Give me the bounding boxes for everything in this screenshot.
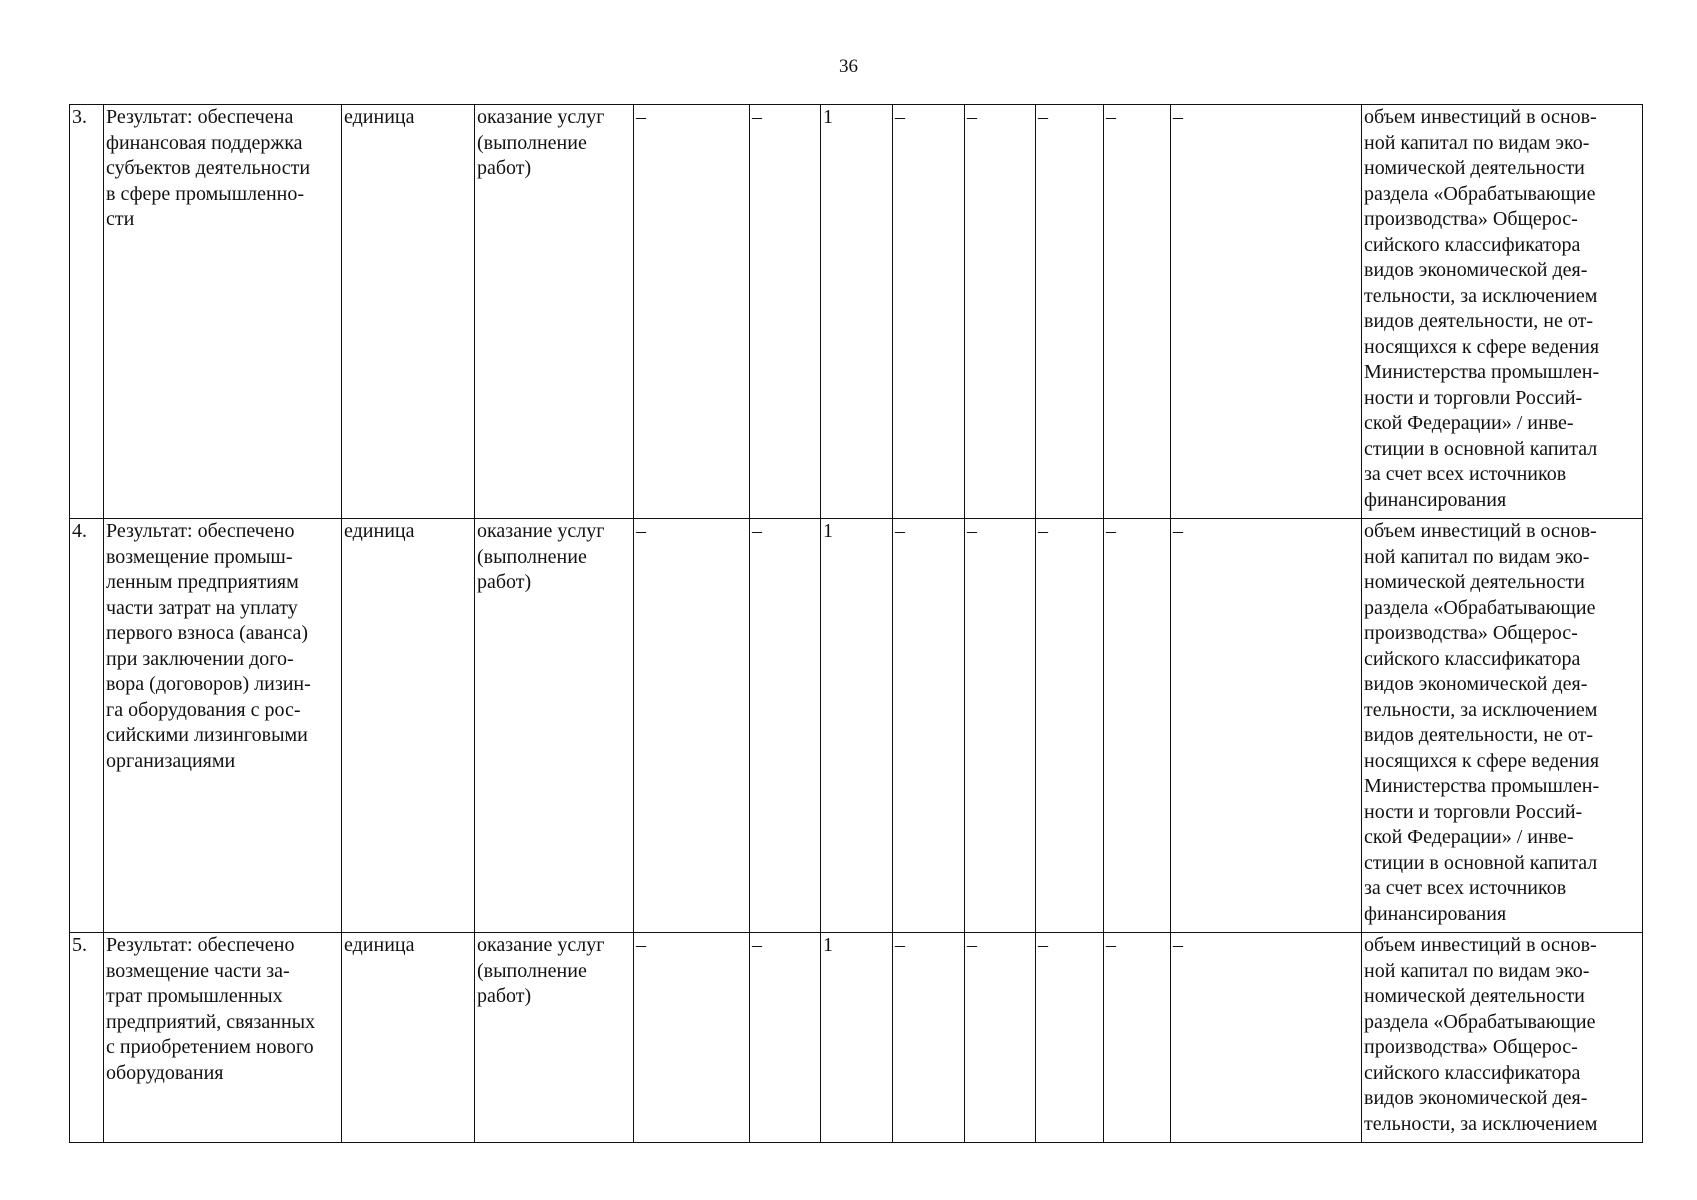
value-cell: – [1171, 519, 1362, 933]
row-number: 5. [70, 933, 104, 1143]
row-number: 4. [70, 519, 104, 933]
unit-cell: единица [342, 519, 475, 933]
value-cell: – [893, 105, 965, 519]
value-cell: – [893, 933, 965, 1143]
value-cell: – [750, 105, 821, 519]
indicator-note: объем инвестиций в основ- ной капитал по видам эко- номической деятельности раздела «Обрабатывающие производства» Общерос- сийского классификатора видов экономической дея- тельности, за исключением [1362, 933, 1643, 1143]
result-type-cell: оказание услуг (выполнение работ) [475, 105, 634, 519]
value-cell: – [1104, 933, 1171, 1143]
value-cell: – [965, 105, 1036, 519]
value-cell: – [1036, 933, 1104, 1143]
result-description: Результат: обеспечено возмещение промыш- ленным предприятиям части затрат на уплату первого взноса (аванса) при заключении дого- вора (договоров) лизин- га оборудования с рос- сийскими лизинговыми организациями [104, 519, 342, 933]
value-cell: – [1036, 105, 1104, 519]
value-cell: – [1171, 105, 1362, 519]
row-number: 3. [70, 105, 104, 519]
unit-cell: единица [342, 105, 475, 519]
results-table [69, 104, 1643, 1143]
value-cell: – [1036, 519, 1104, 933]
value-cell: – [893, 519, 965, 933]
indicator-note: объем инвестиций в основ- ной капитал по видам эко- номической деятельности раздела «Обрабатывающие производства» Общерос- сийского классификатора видов экономической дея- тельности, за исключением видов деятельности, не от- носящихся к сфере ведения Министерства промышлен- ности и торговли Россий- ской Федерации» / инве- стиции в основной капитал за счет всех источников финансирования [1362, 105, 1643, 519]
indicator-note: объем инвестиций в основ- ной капитал по видам эко- номической деятельности раздела «Обрабатывающие производства» Общерос- сийского классификатора видов экономической дея- тельности, за исключением видов деятельности, не от- носящихся к сфере ведения Министерства промышлен- ности и торговли Россий- ской Федерации» / инве- стиции в основной капитал за счет всех источников финансирования [1362, 519, 1643, 933]
result-description: Результат: обеспечено возмещение части за- трат промышленных предприятий, связанных с приобретением нового оборудования [104, 933, 342, 1143]
unit-cell: единица [342, 933, 475, 1143]
value-cell: – [965, 933, 1036, 1143]
value-cell: – [634, 933, 750, 1143]
value-cell: – [1104, 105, 1171, 519]
value-cell: – [750, 519, 821, 933]
value-cell: 1 [821, 105, 893, 519]
result-description: Результат: обеспечена финансовая поддержка субъектов деятельности в сфере промышленно- сти [104, 105, 342, 519]
value-cell: – [1171, 933, 1362, 1143]
value-cell: 1 [821, 519, 893, 933]
value-cell: – [1104, 519, 1171, 933]
value-cell: – [965, 519, 1036, 933]
value-cell: – [634, 519, 750, 933]
table-row [70, 933, 1643, 1143]
table-row [70, 519, 1643, 933]
page-number: 36 [839, 56, 858, 77]
table-row [70, 105, 1643, 519]
value-cell: – [750, 933, 821, 1143]
value-cell: 1 [821, 933, 893, 1143]
result-type-cell: оказание услуг (выполнение работ) [475, 519, 634, 933]
result-type-cell: оказание услуг (выполнение работ) [475, 933, 634, 1143]
value-cell: – [634, 105, 750, 519]
